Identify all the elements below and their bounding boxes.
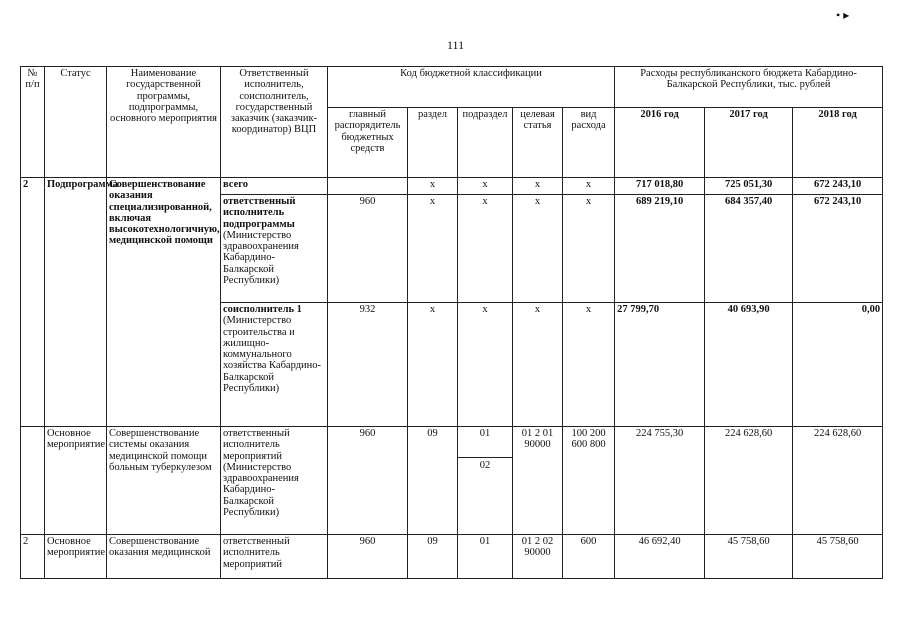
row-type: 600 [563, 535, 615, 579]
row-2016: 27 799,70 [615, 303, 705, 427]
row-resp: ответственный исполнитель мероприятий [221, 535, 328, 579]
row-type: x [563, 195, 615, 303]
row-subsection [458, 427, 513, 535]
row-target: x [513, 195, 563, 303]
row-resp-org: (Министерство здравоохранения Кабардино-Балкарской Республики) [223, 229, 299, 287]
row-2017: 224 628,60 [705, 427, 793, 535]
row-section: 09 [408, 535, 458, 579]
row-target: 01 2 02 90000 [513, 535, 563, 579]
row-2017: 725 051,30 [705, 178, 793, 195]
row-grbs [328, 178, 408, 195]
row-resp: ответственный исполнитель мероприятий (Министерство здравоохранения Кабардино-Балкарской Республики) [221, 427, 328, 535]
row-section: x [408, 303, 458, 427]
header-status: Статус [45, 67, 107, 178]
row-resp: всего [221, 178, 328, 195]
header-type: вид расхода [563, 108, 615, 178]
row-section: 09 [408, 427, 458, 535]
header-num: № п/п [21, 67, 45, 178]
header-responsible: Ответственный исполнитель, соисполнитель, государственный заказчик (заказчик-координатор) ВЦП [221, 67, 328, 178]
row-status: Подпрограмма [45, 178, 107, 427]
row-2018: 224 628,60 [793, 427, 883, 535]
header-budget-code: Код бюджетной классификации [328, 67, 615, 108]
row-subsection: x [458, 178, 513, 195]
row-status: Основное мероприятие [45, 427, 107, 535]
row-name: Совершенствование системы оказания медицинской помощи больным туберкулезом [107, 427, 221, 535]
row-name: Совершенствование оказания медицинской [107, 535, 221, 579]
row-resp-role: соисполнитель 1 [223, 304, 302, 315]
row-resp-org: (Министерство строительства и жилищно-коммунального хозяйства Кабардино-Балкарской Республики) [223, 315, 322, 395]
row-section: x [408, 178, 458, 195]
row-resp [221, 303, 328, 427]
header-expenses: Расходы республиканского бюджета Кабардино-Балкарской Республики, тыс. рублей [615, 67, 883, 108]
row-subsection-1: 01 [479, 428, 491, 439]
row-resp-role: ответственный исполнитель подпрограммы [223, 196, 296, 230]
row-grbs: 960 [328, 535, 408, 579]
table-row [21, 178, 883, 195]
header-2017: 2017 год [705, 108, 793, 178]
row-2017: 45 758,60 [705, 535, 793, 579]
header-target: целевая статья [513, 108, 563, 178]
table-row [21, 535, 883, 579]
header-name: Наименование государственной программы, подпрограммы, основного мероприятия [107, 67, 221, 178]
corner-marks: • ▸ [836, 8, 850, 22]
row-resp [221, 195, 328, 303]
row-2017: 40 693,90 [705, 303, 793, 427]
row-type: x [563, 303, 615, 427]
row-2018: 672 243,10 [793, 195, 883, 303]
row-2016: 717 018,80 [615, 178, 705, 195]
page-number: 111 [447, 38, 465, 52]
row-name: Совершенствование оказания специализированной, включая высокотехнологичную, медицинской помощи [107, 178, 221, 427]
row-target: x [513, 178, 563, 195]
row-section: x [408, 195, 458, 303]
row-type: 100 200 600 800 [563, 427, 615, 535]
row-subsection: x [458, 303, 513, 427]
row-target: x [513, 303, 563, 427]
row-2018: 672 243,10 [793, 178, 883, 195]
header-row-1 [21, 67, 883, 108]
row-num [21, 427, 45, 535]
row-num: 2 [21, 178, 45, 427]
budget-table [20, 66, 883, 579]
header-grbs: главный распорядитель бюджетных средств [328, 108, 408, 178]
row-2016: 689 219,10 [615, 195, 705, 303]
header-subsection: подраздел [458, 108, 513, 178]
row-2016: 46 692,40 [615, 535, 705, 579]
header-2018: 2018 год [793, 108, 883, 178]
row-2018: 45 758,60 [793, 535, 883, 579]
table-row [21, 427, 883, 535]
row-type: x [563, 178, 615, 195]
row-grbs: 960 [328, 427, 408, 535]
row-subsection: x [458, 195, 513, 303]
header-section: раздел [408, 108, 458, 178]
row-subsection: 01 [458, 535, 513, 579]
row-2016: 224 755,30 [615, 427, 705, 535]
row-2017: 684 357,40 [705, 195, 793, 303]
row-subsection-2: 02 [458, 457, 512, 471]
header-2016: 2016 год [615, 108, 705, 178]
row-num: 2 [21, 535, 45, 579]
row-2018: 0,00 [793, 303, 883, 427]
row-status: Основное мероприятие [45, 535, 107, 579]
row-target: 01 2 01 90000 [513, 427, 563, 535]
row-grbs: 960 [328, 195, 408, 303]
row-grbs: 932 [328, 303, 408, 427]
